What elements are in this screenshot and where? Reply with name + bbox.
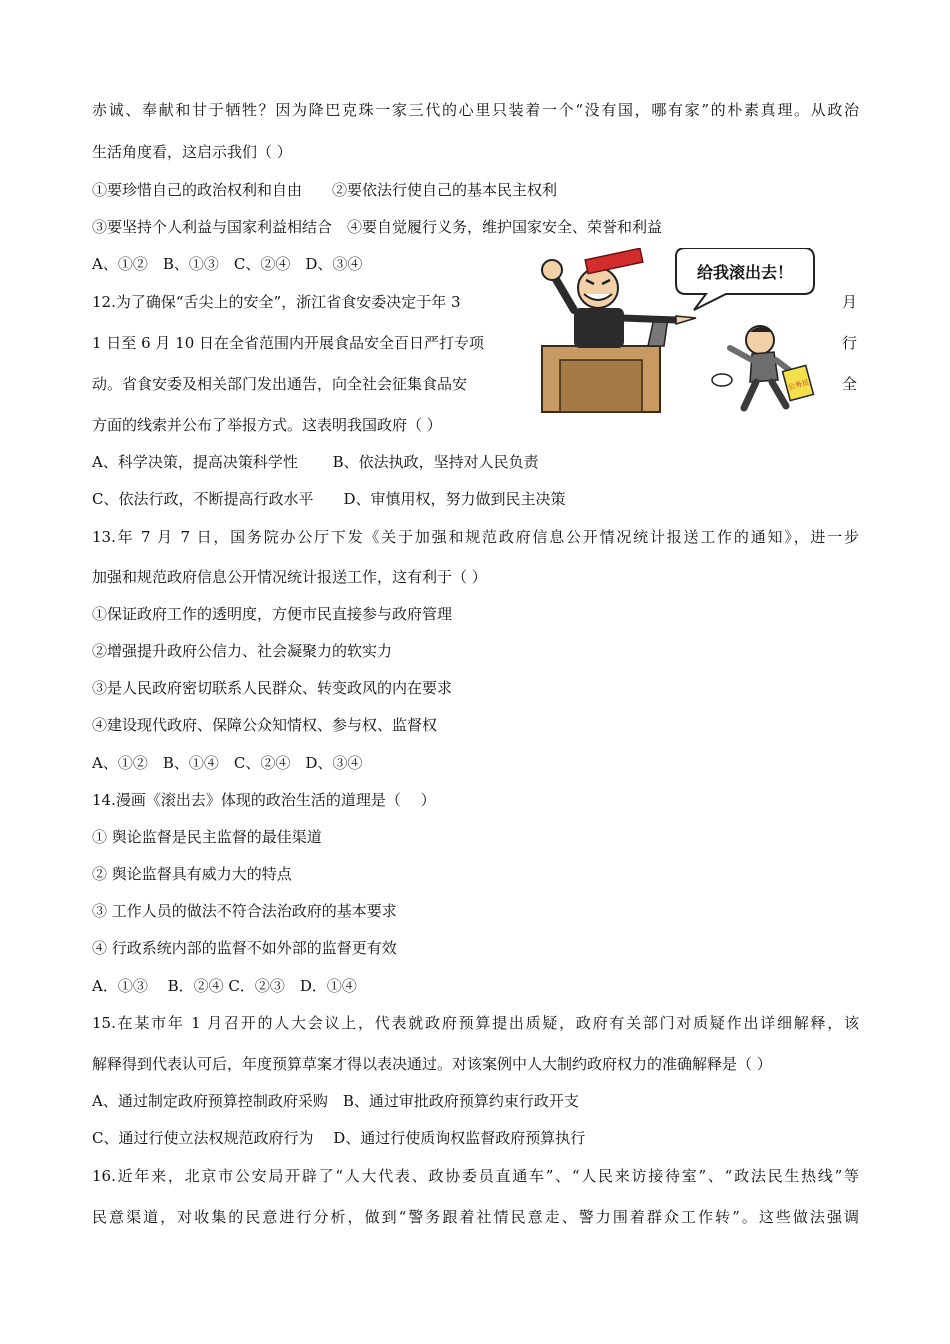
q13-option-4: ④建设现代政府、保障公众知情权、参与权、监督权 <box>92 716 438 734</box>
q12-text-line-4: 方面的线索并公布了举报方式。这表明我国政府（ ） <box>92 416 442 434</box>
q15-option-c-d: C、通过行使立法权规范政府行为 D、通过行使质询权监督政府预算执行 <box>92 1129 586 1147</box>
q12-text-line-3-end: 全 <box>842 375 858 393</box>
q15-option-a-b: A、通过制定政府预算控制政府采购 B、通过审批政府预算约束行政开支 <box>92 1092 579 1110</box>
q11-text-line-2: 生活角度看，这启示我们（ ） <box>92 143 292 161</box>
cartoon-illustration <box>536 248 816 414</box>
q13-choices: A、①② B、①④ C、②④ D、③④ <box>92 754 363 772</box>
q13-text-line-2: 加强和规范政府信息公开情况统计报送工作，这有利于（ ） <box>92 568 487 586</box>
q14-option-4: ④ 行政系统内部的监督不如外部的监督更有效 <box>92 939 397 957</box>
bag-label: 公务员 <box>787 378 810 392</box>
q12-text-line-2-end: 行 <box>842 334 858 352</box>
cartoon-get-out <box>536 248 816 414</box>
q14-text-line-1: 14.漫画《滚出去》体现的政治生活的道理是（ ） <box>92 791 436 809</box>
q15-text-line-1: 15.在某市年 1 月召开的人大会议上，代表就政府预算提出质疑，政府有关部门对质疑作出详细解释，该 <box>92 1014 859 1032</box>
speech-bubble-text: 给我滚出去！ <box>696 263 794 282</box>
desk-panel <box>560 360 642 412</box>
official-raised-arm <box>554 276 574 310</box>
q14-choices: A．①③ B．②④ C．②③ D．①④ <box>92 977 357 995</box>
pointing-hand <box>676 316 696 324</box>
q14-option-1: ① 舆论监督是民主监督的最佳渠道 <box>92 828 322 846</box>
official-head <box>578 268 618 308</box>
q12-option-c-d: C、依法行政，不断提高行政水平 D、审慎用权，努力做到民主决策 <box>92 490 566 508</box>
q11-option-1: ①要珍惜自己的政治权利和自由 ②要依法行使自己的基本民主权利 <box>92 181 558 199</box>
q13-option-1: ①保证政府工作的透明度，方便市民直接参与政府管理 <box>92 605 453 623</box>
q14-option-3: ③ 工作人员的做法不符合法治政府的基本要求 <box>92 902 397 920</box>
q12-text-line-1: 12.为了确保“舌尖上的安全”，浙江省食安委决定于年 3 <box>92 293 461 311</box>
q16-text-line-1: 16.近年来，北京市公安局开辟了“人大代表、政协委员直通车”、“人民来访接待室”、“政法民生热线”等 <box>92 1167 859 1185</box>
q15-text-line-2: 解释得到代表认可后，年度预算草案才得以表决通过。对该案例中人大制约政府权力的准确解释是（ ） <box>92 1055 772 1073</box>
q12-option-a-b: A、科学决策，提高决策科学性 B、依法执政，坚持对人民负责 <box>92 453 539 471</box>
q11-option-2: ③要坚持个人利益与国家利益相结合 ④要自觉履行义务，维护国家安全、荣誉和利益 <box>92 218 663 236</box>
red-box <box>585 248 643 273</box>
q11-choices: A、①② B、①③ C、②④ D、③④ <box>92 255 363 273</box>
fist <box>542 260 562 280</box>
q12-text-line-2: 1 日至 6 月 10 日在全省范围内开展食品安全百日严打专项 <box>92 334 485 352</box>
official-pointing-arm <box>622 318 676 320</box>
person-body <box>750 352 778 382</box>
q13-text-line-1: 13.年 7 月 7 日，国务院办公厅下发《关于加强和规范政府信息公开情况统计报送工作的通知》，进一步 <box>92 528 859 546</box>
q12-text-line-1-end: 月 <box>842 293 858 311</box>
q16-text-line-2: 民意渠道，对收集的民意进行分析，做到“警务跟着社情民意走、警力围着群众工作转”。这些做法强调 <box>92 1208 859 1226</box>
flying-shoe <box>712 374 732 386</box>
q13-option-3: ③是人民政府密切联系人民群众、转变政风的内在要求 <box>92 679 453 697</box>
q11-text-line-1: 赤诚、奉献和甘于牺牲？因为降巴克珠一家三代的心里只装着一个“没有国，哪有家”的朴素真理。从政治 <box>92 101 859 119</box>
person-legs <box>744 382 786 408</box>
q14-option-2: ② 舆论监督具有威力大的特点 <box>92 865 292 883</box>
q13-option-2: ②增强提升政府公信力、社会凝聚力的软实力 <box>92 642 393 660</box>
q12-text-line-3: 动。省食安委及相关部门发出通告，向全社会征集食品安 <box>92 375 468 393</box>
official-body <box>574 308 624 348</box>
